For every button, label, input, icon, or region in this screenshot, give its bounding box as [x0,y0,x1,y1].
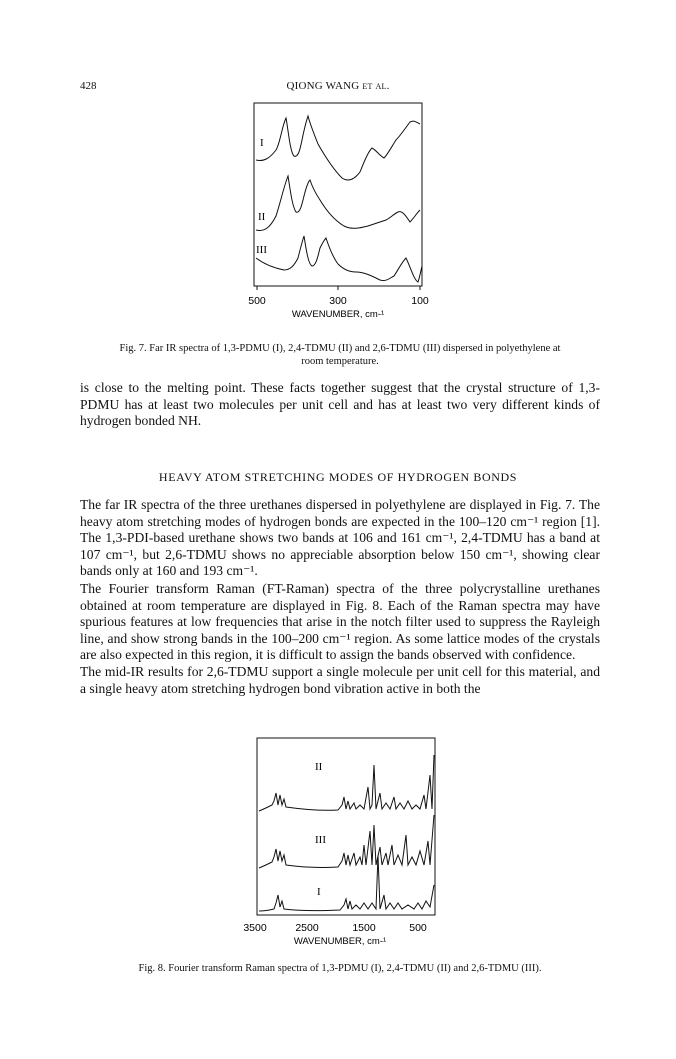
spectrum-trace-II [256,176,420,230]
figure-7-label-I: I [260,137,264,149]
figure-7-axis-label: WAVENUMBER, cm-¹ [291,309,385,320]
paragraph-ft-raman: The Fourier transform Raman (FT-Raman) spectra of the three polycrystalline urethanes obtained at room temperature are displayed in Fig. 8. Each of the Raman spectra may have spurious features at low frequencies that arise in the notch filter used to suppress the Rayleigh line, and show strong bands in the 100–200 cm⁻¹ region. As some lattice modes of the crystals are also expected in this region, it is difficult to assign the bands observed with confidence. [80,581,600,663]
figure-8-ft-raman-spectra [230,735,450,955]
spectrum-trace-II [259,755,434,811]
spectrum-trace-III [259,815,434,868]
figure-8-caption: Fig. 8. Fourier transform Raman spectra of 1,3-PDMU (I), 2,4-TDMU (II) and 2,6-TDMU (III). [138,963,542,974]
figure-8-axis-label: WAVENUMBER, cm-¹ [293,936,387,947]
figure-8-frame [257,738,435,915]
tick-label-500: 500 [248,295,266,307]
figure-7-label-III: III [256,244,267,256]
figure-7-far-ir-spectra [230,100,450,330]
tick-label-500: 500 [409,922,427,934]
figure-8-label-III: III [315,834,326,846]
figure-7-label-II: II [258,211,266,223]
section-heading: HEAVY ATOM STRETCHING MODES OF HYDROGEN BONDS [158,470,518,484]
figure-8-label-II: II [315,761,323,773]
spectrum-trace-I [256,116,420,180]
spectrum-trace-III [256,236,422,282]
tick-label-1500: 1500 [352,922,376,934]
paragraph-mid-ir: The mid-IR results for 2,6-TDMU support a single molecule per unit cell for this material, and a single heavy atom stretching hydrogen bond vibration active in both the [80,664,600,696]
tick-label-2500: 2500 [295,922,319,934]
page-number: 428 [80,80,97,92]
paragraph-continuation: is close to the melting point. These facts together suggest that the crystal structure of 1,3-PDMU has at least two molecules per unit cell and has at least two very different kinds of hydrogen bonded NH. [80,380,600,429]
figure-7-frame [254,103,422,286]
figure-7-caption: Fig. 7. Far IR spectra of 1,3-PDMU (I), 2,4-TDMU (II) and 2,6-TDMU (III) dispersed in polyethylene at room temperature. [119,343,561,367]
paragraph-far-ir: The far IR spectra of the three urethanes dispersed in polyethylene are displayed in Fig. 7. The heavy atom stretching modes of hydrogen bonds are expected in the 100–120 cm⁻¹ region [1]. The 1,3-PDI-based urethane shows two bands at 106 and 161 cm⁻¹, 2,4-TDMU has a band at 107 cm⁻¹, but 2,6-TDMU shows no appreciable absorption below 150 cm⁻¹, showing clear bands only at 160 and 193 cm⁻¹. [80,497,600,579]
tick-label-100: 100 [411,295,429,307]
tick-label-300: 300 [329,295,347,307]
tick-label-3500: 3500 [243,922,267,934]
figure-8-label-I: I [317,886,321,898]
running-title-text: QIONG WANG et al. [286,80,390,92]
running-title [0,80,676,92]
